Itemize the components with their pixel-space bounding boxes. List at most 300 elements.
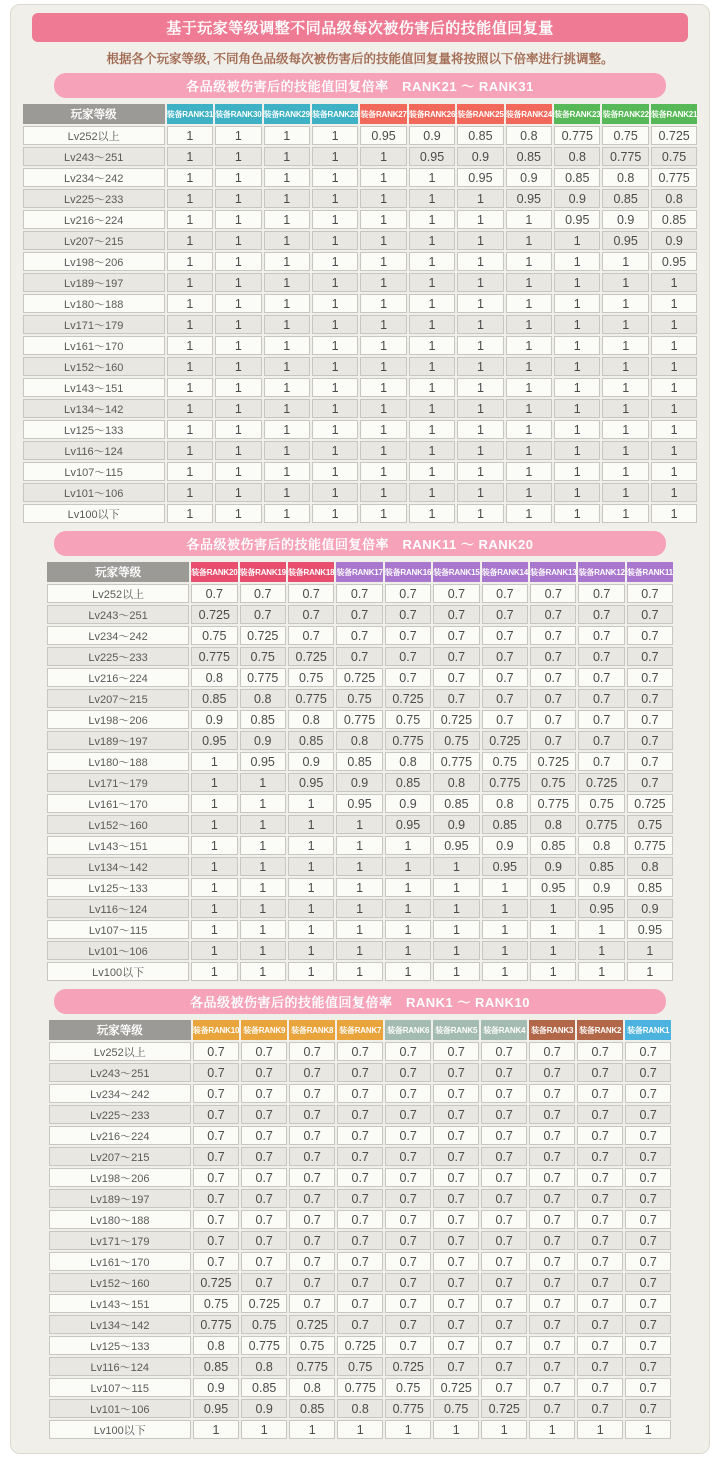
value-cell: 0.775 [193,1315,239,1334]
value-cell: 1 [360,378,406,397]
value-cell: 1 [360,357,406,376]
table-row [49,1042,671,1061]
row-level-label: Lv107～115 [23,462,165,481]
value-cell: 1 [264,441,310,460]
value-cell: 0.7 [337,1315,383,1334]
value-cell: 0.8 [241,1357,287,1376]
table-row [47,920,673,939]
value-cell: 1 [191,752,237,771]
value-cell: 0.7 [625,1126,671,1145]
row-level-label: Lv100以下 [47,962,189,981]
value-cell: 0.7 [337,1252,383,1271]
value-cell: 0.7 [433,1315,479,1334]
table-row [47,878,673,897]
value-cell: 0.775 [337,1378,383,1397]
value-cell: 0.75 [289,1336,335,1355]
value-cell: 0.85 [578,857,624,876]
value-cell: 1 [385,941,431,960]
value-cell: 0.7 [578,710,624,729]
value-cell: 0.7 [529,1189,575,1208]
value-cell: 1 [506,294,552,313]
value-cell: 1 [288,920,334,939]
value-cell: 0.7 [577,1336,623,1355]
value-cell: 0.7 [625,1294,671,1313]
value-cell: 0.7 [529,1315,575,1334]
tables-container [11,73,709,1441]
table-row [23,189,698,208]
value-cell: 0.7 [433,1042,479,1061]
table-row [49,1294,671,1313]
value-cell: 0.775 [241,1336,287,1355]
value-cell: 0.7 [577,1063,623,1082]
row-level-label: Lv207～215 [23,231,165,250]
row-level-label: Lv143～151 [47,836,189,855]
value-cell: 0.7 [578,668,624,687]
value-cell: 1 [336,920,382,939]
value-cell: 0.75 [240,647,286,666]
value-cell: 1 [627,941,673,960]
value-cell: 1 [360,168,406,187]
value-cell: 0.725 [193,1273,239,1292]
value-cell: 0.7 [385,584,431,603]
value-cell: 0.85 [457,126,503,145]
value-cell: 1 [167,189,213,208]
value-cell: 1 [651,294,697,313]
table-row [47,626,673,645]
value-cell: 1 [215,399,261,418]
value-cell: 0.7 [529,1231,575,1250]
value-cell: 1 [240,899,286,918]
value-cell: 0.7 [337,1189,383,1208]
value-cell: 0.95 [336,794,382,813]
value-cell: 0.7 [530,584,576,603]
value-cell: 0.75 [651,147,697,166]
value-cell: 1 [578,941,624,960]
value-cell: 0.95 [193,1399,239,1418]
value-cell: 0.7 [482,605,528,624]
value-cell: 0.7 [240,605,286,624]
value-cell: 1 [360,441,406,460]
rank-header-cell: 装备RANK2 [577,1020,623,1040]
section-title: 各品级被伤害后的技能值回复倍率 RANK21 ～ RANK31 [54,73,666,98]
value-cell: 0.7 [529,1294,575,1313]
value-cell: 0.775 [578,815,624,834]
value-cell: 0.7 [385,1273,431,1292]
value-cell: 0.7 [625,1189,671,1208]
value-cell: 0.95 [554,210,600,229]
value-cell: 1 [215,336,261,355]
table-row [49,1420,671,1439]
value-cell: 1 [409,420,455,439]
value-cell: 1 [625,1420,671,1439]
row-level-label: Lv225～233 [49,1105,191,1124]
value-cell: 0.7 [433,1189,479,1208]
value-cell: 1 [409,273,455,292]
level-header-cell: 玩家等级 [47,562,189,582]
value-cell: 0.7 [385,1189,431,1208]
value-cell: 1 [240,815,286,834]
value-cell: 0.725 [241,1294,287,1313]
value-cell: 0.9 [409,126,455,145]
value-cell: 0.7 [433,1063,479,1082]
value-cell: 1 [602,420,648,439]
page-title: 基于玩家等级调整不同品级每次被伤害后的技能值回复量 [32,13,688,42]
value-cell: 1 [264,483,310,502]
value-cell: 0.7 [530,731,576,750]
value-cell: 0.7 [529,1336,575,1355]
value-cell: 0.7 [289,1126,335,1145]
value-cell: 0.7 [577,1147,623,1166]
table-row [47,899,673,918]
value-cell: 0.7 [433,668,479,687]
value-cell: 1 [602,315,648,334]
row-level-label: Lv198～206 [23,252,165,271]
value-cell: 1 [167,315,213,334]
value-cell: 0.8 [337,1399,383,1418]
row-level-label: Lv207～215 [47,689,189,708]
value-cell: 1 [651,420,697,439]
value-cell: 0.7 [433,1294,479,1313]
table-row [47,752,673,771]
value-cell: 1 [360,336,406,355]
value-cell: 1 [167,336,213,355]
table-row [47,647,673,666]
value-cell: 1 [409,168,455,187]
value-cell: 1 [554,420,600,439]
rank-header-cell: 装备RANK24 [506,104,552,124]
table-row [47,710,673,729]
value-cell: 0.7 [577,1168,623,1187]
value-cell: 1 [554,462,600,481]
value-cell: 0.7 [481,1231,527,1250]
value-cell: 1 [602,378,648,397]
row-level-label: Lv116～124 [23,441,165,460]
value-cell: 1 [409,462,455,481]
rank-header-cell: 装备RANK13 [530,562,576,582]
value-cell: 1 [167,147,213,166]
value-cell: 1 [312,273,358,292]
value-cell: 1 [506,336,552,355]
value-cell: 1 [264,336,310,355]
value-cell: 0.75 [433,1399,479,1418]
value-cell: 0.7 [578,731,624,750]
value-cell: 1 [215,378,261,397]
value-cell: 1 [167,126,213,145]
table-row [49,1210,671,1229]
value-cell: 0.725 [191,605,237,624]
rank-header-cell: 装备RANK23 [554,104,600,124]
content-panel [10,4,710,1454]
section-title: 各品级被伤害后的技能值回复倍率 RANK11 ～ RANK20 [54,531,666,556]
row-level-label: Lv116～124 [49,1357,191,1376]
value-cell: 0.7 [627,689,673,708]
value-cell: 0.7 [433,1105,479,1124]
value-cell: 1 [506,210,552,229]
value-cell: 0.95 [651,252,697,271]
value-cell: 0.7 [481,1126,527,1145]
value-cell: 0.7 [529,1084,575,1103]
value-cell: 0.775 [385,731,431,750]
value-cell: 1 [409,378,455,397]
value-cell: 1 [457,336,503,355]
value-cell: 0.7 [577,1042,623,1061]
value-cell: 1 [457,399,503,418]
table-row [23,315,698,334]
value-cell: 1 [433,899,479,918]
value-cell: 1 [530,962,576,981]
value-cell: 1 [385,899,431,918]
row-level-label: Lv180～188 [49,1210,191,1229]
value-cell: 1 [409,315,455,334]
value-cell: 0.9 [457,147,503,166]
rank-header-cell: 装备RANK8 [289,1020,335,1040]
value-cell: 1 [240,941,286,960]
value-cell: 0.8 [578,836,624,855]
value-cell: 1 [651,504,697,523]
value-cell: 0.7 [481,1063,527,1082]
value-cell: 0.7 [337,1042,383,1061]
value-cell: 0.7 [433,1168,479,1187]
value-cell: 0.95 [385,815,431,834]
value-cell: 1 [554,231,600,250]
value-cell: 0.7 [241,1105,287,1124]
row-level-label: Lv101～106 [47,941,189,960]
row-level-label: Lv134～142 [47,857,189,876]
table-row [23,504,698,523]
value-cell: 1 [433,962,479,981]
value-cell: 1 [191,941,237,960]
table-row [47,668,673,687]
value-cell: 0.85 [530,836,576,855]
value-cell: 1 [167,294,213,313]
value-cell: 0.725 [433,1378,479,1397]
row-level-label: Lv143～151 [49,1294,191,1313]
row-level-label: Lv143～151 [23,378,165,397]
value-cell: 0.725 [240,626,286,645]
rank-header-cell: 装备RANK4 [481,1020,527,1040]
value-cell: 0.75 [627,815,673,834]
value-cell: 0.725 [288,647,334,666]
value-cell: 1 [530,941,576,960]
value-cell: 0.9 [506,168,552,187]
value-cell: 0.7 [577,1126,623,1145]
value-cell: 1 [167,483,213,502]
value-cell: 1 [651,336,697,355]
value-cell: 0.95 [506,189,552,208]
value-cell: 0.85 [602,189,648,208]
rank-header-cell: 装备RANK3 [529,1020,575,1040]
value-cell: 1 [312,399,358,418]
table-row [47,857,673,876]
table-row [49,1147,671,1166]
value-cell: 0.7 [241,1168,287,1187]
value-cell: 1 [506,273,552,292]
value-cell: 0.7 [385,1084,431,1103]
value-cell: 0.7 [337,1231,383,1250]
value-cell: 1 [312,504,358,523]
value-cell: 0.7 [289,1084,335,1103]
value-cell: 0.85 [191,689,237,708]
value-cell: 0.7 [385,1105,431,1124]
value-cell: 1 [385,962,431,981]
value-cell: 0.7 [385,668,431,687]
value-cell: 0.7 [482,647,528,666]
value-cell: 0.7 [481,1315,527,1334]
value-cell: 0.7 [481,1252,527,1271]
value-cell: 1 [506,378,552,397]
value-cell: 1 [360,462,406,481]
value-cell: 1 [312,378,358,397]
value-cell: 0.7 [385,1231,431,1250]
value-cell: 0.7 [241,1252,287,1271]
value-cell: 0.7 [385,605,431,624]
table-row [23,294,698,313]
value-cell: 1 [191,920,237,939]
header-row [47,562,673,582]
row-level-label: Lv198～206 [49,1168,191,1187]
value-cell: 0.725 [530,752,576,771]
value-cell: 0.7 [481,1336,527,1355]
value-cell: 0.775 [651,168,697,187]
value-cell: 1 [240,920,286,939]
value-cell: 1 [409,441,455,460]
value-cell: 1 [264,210,310,229]
row-level-label: Lv243～251 [47,605,189,624]
value-cell: 0.7 [577,1252,623,1271]
value-cell: 1 [457,315,503,334]
value-cell: 0.7 [241,1063,287,1082]
value-cell: 1 [651,315,697,334]
value-cell: 0.7 [241,1084,287,1103]
value-cell: 1 [360,273,406,292]
rate-table [21,102,700,525]
value-cell: 0.8 [602,168,648,187]
value-cell: 0.7 [289,1252,335,1271]
value-cell: 0.9 [627,899,673,918]
value-cell: 0.7 [337,1210,383,1229]
row-level-label: Lv180～188 [23,294,165,313]
value-cell: 0.7 [433,1336,479,1355]
value-cell: 1 [651,441,697,460]
table-row [49,1399,671,1418]
value-cell: 1 [215,210,261,229]
value-cell: 0.7 [578,647,624,666]
value-cell: 1 [578,962,624,981]
rank-header-cell: 装备RANK25 [457,104,503,124]
table-row [23,483,698,502]
value-cell: 1 [360,231,406,250]
rank-header-cell: 装备RANK22 [602,104,648,124]
row-level-label: Lv100以下 [23,504,165,523]
value-cell: 1 [264,378,310,397]
value-cell: 1 [193,1420,239,1439]
value-cell: 1 [602,462,648,481]
value-cell: 0.95 [530,878,576,897]
value-cell: 0.7 [193,1105,239,1124]
value-cell: 0.775 [554,126,600,145]
row-level-label: Lv134～142 [23,399,165,418]
value-cell: 1 [360,420,406,439]
table-row [23,147,698,166]
value-cell: 1 [360,210,406,229]
value-cell: 1 [409,294,455,313]
value-cell: 0.7 [627,731,673,750]
value-cell: 1 [602,399,648,418]
value-cell: 1 [215,441,261,460]
value-cell: 0.7 [529,1357,575,1376]
value-cell: 0.7 [529,1399,575,1418]
row-level-label: Lv207～215 [49,1147,191,1166]
row-level-label: Lv161～170 [49,1252,191,1271]
row-level-label: Lv252以上 [23,126,165,145]
value-cell: 1 [457,420,503,439]
value-cell: 0.8 [288,710,334,729]
value-cell: 0.7 [433,1084,479,1103]
value-cell: 0.7 [288,605,334,624]
value-cell: 1 [602,336,648,355]
value-cell: 0.775 [482,773,528,792]
value-cell: 1 [554,399,600,418]
value-cell: 1 [336,899,382,918]
value-cell: 1 [506,231,552,250]
value-cell: 1 [602,504,648,523]
value-cell: 0.7 [577,1399,623,1418]
value-cell: 0.7 [577,1084,623,1103]
value-cell: 1 [385,878,431,897]
value-cell: 0.7 [481,1042,527,1061]
row-level-label: Lv171～179 [49,1231,191,1250]
value-cell: 0.7 [625,1231,671,1250]
value-cell: 1 [312,357,358,376]
value-cell: 0.7 [627,773,673,792]
value-cell: 0.7 [529,1378,575,1397]
value-cell: 1 [482,920,528,939]
value-cell: 0.9 [482,836,528,855]
value-cell: 1 [602,273,648,292]
value-cell: 0.7 [627,605,673,624]
value-cell: 1 [264,399,310,418]
value-cell: 0.7 [191,584,237,603]
value-cell: 0.7 [482,584,528,603]
value-cell: 0.9 [385,794,431,813]
value-cell: 1 [215,147,261,166]
value-cell: 0.775 [240,668,286,687]
value-cell: 1 [264,252,310,271]
value-cell: 1 [191,773,237,792]
rate-table [45,560,675,983]
value-cell: 0.725 [578,773,624,792]
value-cell: 0.7 [240,584,286,603]
row-level-label: Lv101～106 [49,1399,191,1418]
value-cell: 1 [506,462,552,481]
rank-header-cell: 装备RANK14 [482,562,528,582]
table-row [47,584,673,603]
value-cell: 0.725 [385,1357,431,1376]
value-cell: 0.85 [241,1378,287,1397]
value-cell: 0.7 [289,1105,335,1124]
value-cell: 0.7 [481,1273,527,1292]
value-cell: 1 [651,273,697,292]
table-row [49,1273,671,1292]
value-cell: 0.7 [530,668,576,687]
value-cell: 0.85 [385,773,431,792]
value-cell: 1 [240,962,286,981]
row-level-label: Lv107～115 [47,920,189,939]
value-cell: 1 [433,920,479,939]
value-cell: 0.7 [481,1210,527,1229]
value-cell: 0.7 [529,1210,575,1229]
value-cell: 1 [264,462,310,481]
